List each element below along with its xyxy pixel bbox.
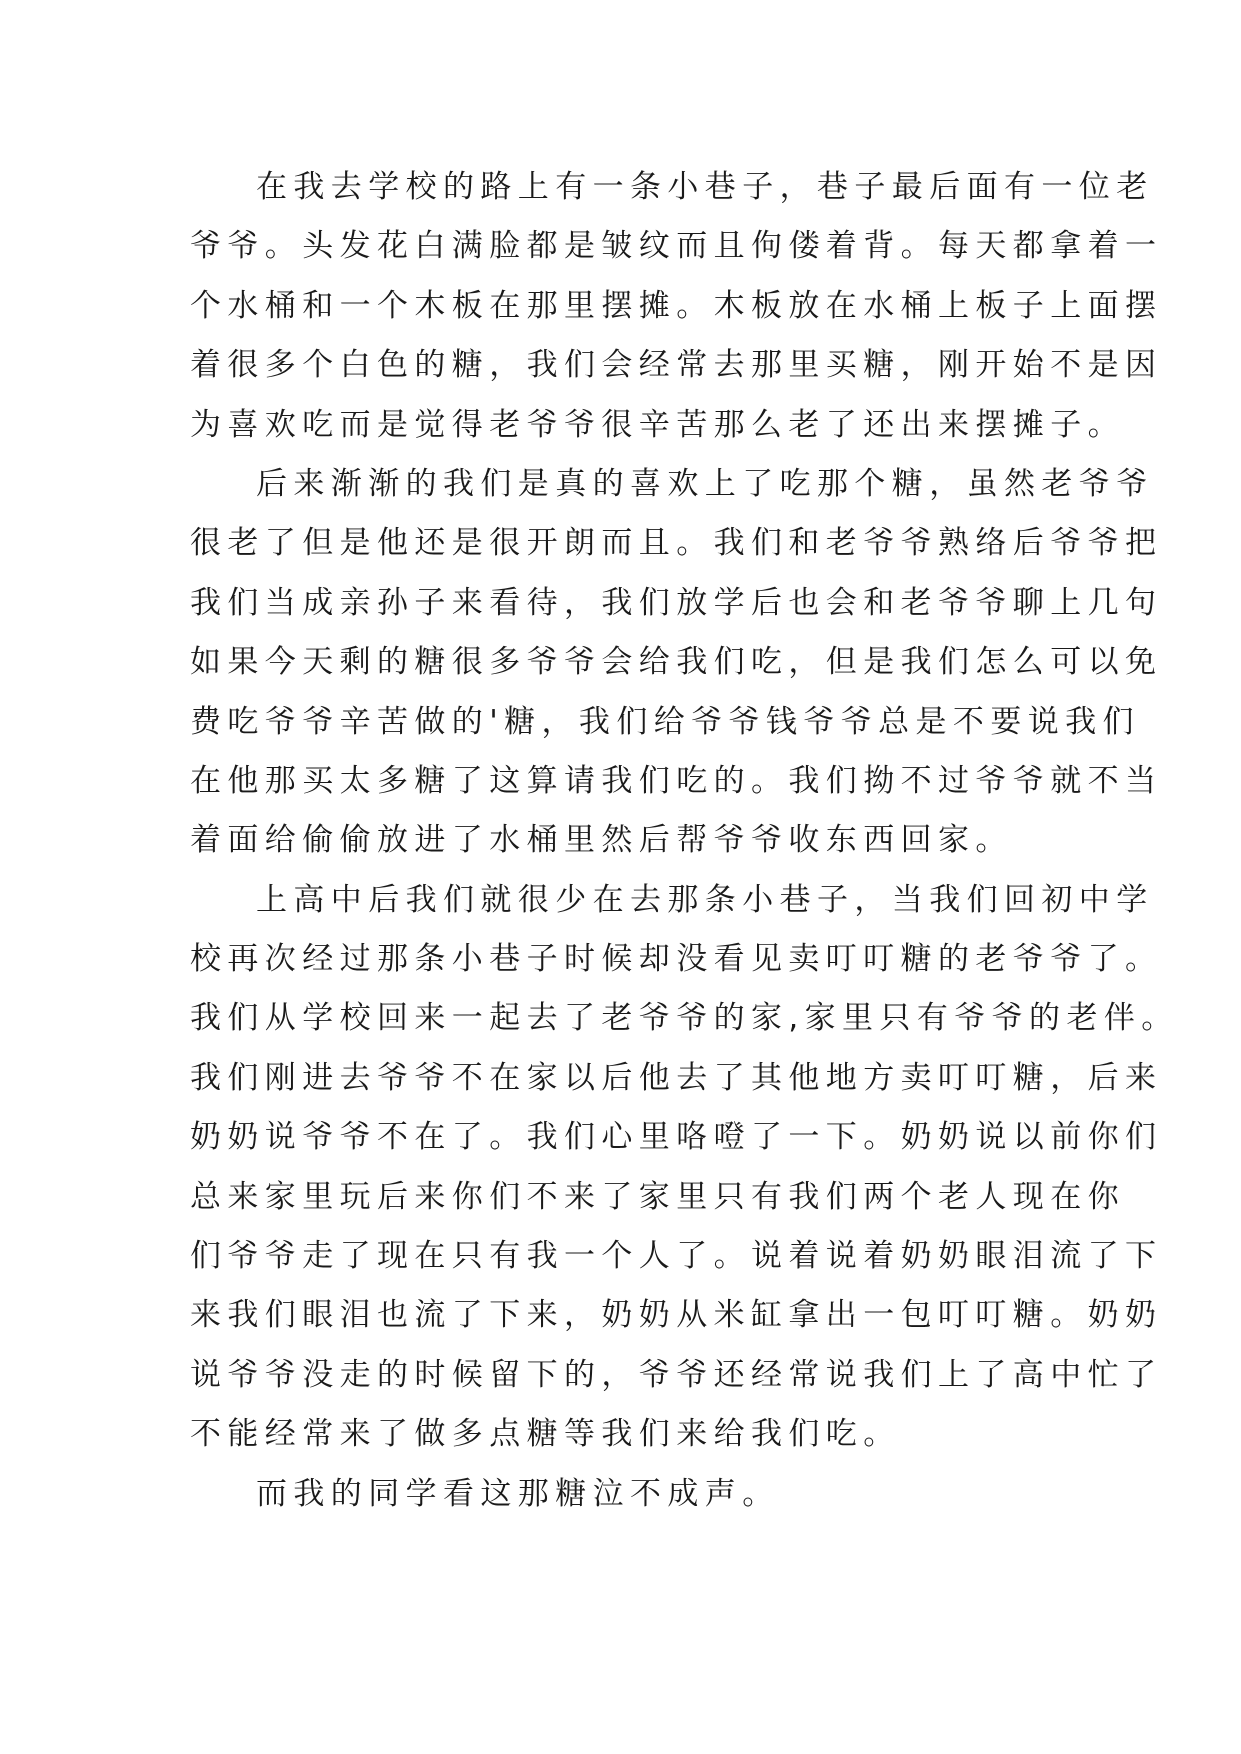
text-line: 奶奶说爷爷不在了。我们心里咯噔了一下。奶奶说以前你们: [190, 1119, 1163, 1156]
text-line: 着很多个白色的糖，我们会经常去那里买糖，刚开始不是因: [190, 347, 1163, 384]
text-line: 在他那买太多糖了这算请我们吃的。我们拗不过爷爷就不当: [190, 762, 1163, 799]
text-line: 爷爷。头发花白满脸都是皱纹而且佝偻着背。每天都拿着一: [190, 228, 1163, 265]
paragraph-1: [190, 158, 1163, 455]
text-line: 总来家里玩后来你们不来了家里只有我们两个老人现在你: [190, 1178, 1125, 1215]
text-line: 在我去学校的路上有一条小巷子，巷子最后面有一位老: [256, 169, 1154, 205]
text-line: 我们刚进去爷爷不在家以后他去了其他地方卖叮叮糖，后来: [190, 1059, 1163, 1096]
text-line: 不能经常来了做多点糖等我们来给我们吃。: [190, 1416, 901, 1453]
text-line: 着面给偷偷放进了水桶里然后帮爷爷收东西回家。: [190, 822, 1013, 859]
paragraph-3: [190, 871, 1179, 1465]
text-line: 而我的同学看这那糖泣不成声。: [256, 1475, 780, 1512]
text-line: 为喜欢吃而是觉得老爷爷很辛苦那么老了还出来摆摊子。: [190, 406, 1125, 443]
text-line: 费吃爷爷辛苦做的'糖，我们给爷爷钱爷爷总是不要说我们: [190, 703, 1140, 740]
text-line: 如果今天剩的糖很多爷爷会给我们吃，但是我们怎么可以免: [190, 644, 1163, 681]
text-line: 来我们眼泪也流了下来，奶奶从米缸拿出一包叮叮糖。奶奶: [190, 1297, 1163, 1334]
paragraph-2: [190, 455, 1163, 871]
text-line: 我们当成亲孙子来看待，我们放学后也会和老爷爷聊上几句: [190, 584, 1163, 621]
text-line: 我们从学校回来一起去了老爷爷的家,家里只有爷爷的老伴。: [190, 1000, 1179, 1037]
text-line: 上高中后我们就很少在去那条小巷子，当我们回初中学: [256, 881, 1154, 918]
text-line: 后来渐渐的我们是真的喜欢上了吃那个糖，虽然老爷爷: [256, 465, 1154, 502]
text-line: 们爷爷走了现在只有我一个人了。说着说着奶奶眼泪流了下: [190, 1238, 1163, 1275]
text-line: 说爷爷没走的时候留下的，爷爷还经常说我们上了高中忙了: [190, 1356, 1163, 1393]
text-body: [190, 158, 1179, 1524]
text-line: 校再次经过那条小巷子时候却没看见卖叮叮糖的老爷爷了。: [190, 941, 1163, 978]
paragraph-4: [190, 1465, 1058, 1524]
text-line: 个水桶和一个木板在那里摆摊。木板放在水桶上板子上面摆: [190, 287, 1163, 324]
text-line: 很老了但是他还是很开朗而且。我们和老爷爷熟络后爷爷把: [190, 525, 1163, 562]
